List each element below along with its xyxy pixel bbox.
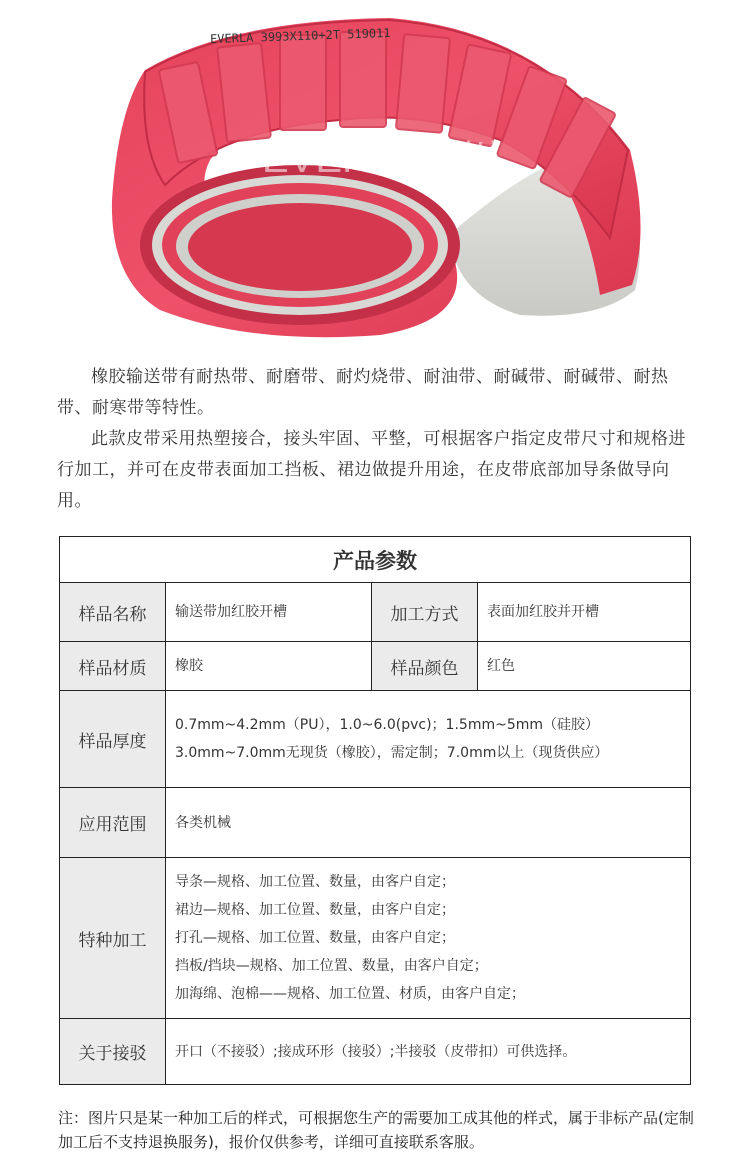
table-row [60, 858, 691, 1019]
scope-label: 应用范围 [60, 788, 166, 858]
method-value: 表面加红胶并开槽 [478, 583, 691, 642]
table-row [60, 788, 691, 858]
belt-roll-core [188, 203, 412, 291]
product-parameters-table [59, 536, 691, 1085]
special-line: 加海绵、泡棉——规格、加工位置、材质，由客户自定； [175, 986, 525, 1002]
material-label: 样品材质 [60, 642, 166, 691]
special-line: 导条—规格、加工位置、数量，由客户自定； [175, 874, 455, 890]
special-line: 裙边—规格、加工位置、数量，由客户自定； [175, 902, 455, 918]
intro-paragraph-1: 橡胶输送带有耐热带、耐磨带、耐灼烧带、耐油带、耐碱带、耐碱带、耐热带、耐寒带等特性。 [57, 367, 669, 418]
thickness-line: 0.7mm~4.2mm（PU），1.0~6.0(pvc)；1.5mm~5mm（硅胶） [175, 717, 600, 733]
special-line: 挡板/挡块—规格、加工位置、数量，由客户自定； [175, 958, 488, 974]
table-row [60, 691, 691, 788]
color-value: 红色 [478, 642, 691, 691]
watermark: EVERLA擎川 [262, 137, 500, 181]
name-label: 样品名称 [60, 583, 166, 642]
scope-value: 各类机械 [166, 788, 691, 858]
color-label: 样品颜色 [372, 642, 478, 691]
thickness-value [166, 691, 691, 788]
thickness-label: 样品厚度 [60, 691, 166, 788]
special-label: 特种加工 [60, 858, 166, 1019]
special-value [166, 858, 691, 1019]
disclaimer-note: 注：图片只是某一种加工后的样式，可根据您生产的需要加工成其他的样式，属于非标产品(定制加工后不支持退换服务)，报价仅供参考，详细可直接联系客服。 [58, 1109, 694, 1151]
table-row [60, 1019, 691, 1085]
intro-text [57, 362, 697, 517]
special-line: 打孔—规格、加工位置、数量，由客户自定； [175, 930, 455, 946]
joint-value: 开口（不接驳）;接成环形（接驳）;半接驳（皮带扣）可供选择。 [166, 1019, 691, 1085]
thickness-line: 3.0mm~7.0mm无现货（橡胶），需定制；7.0mm以上（现货供应） [175, 745, 609, 761]
table-row [60, 583, 691, 642]
belt-print: EVERLA 3993X110+2T 519011 [209, 25, 391, 47]
material-value: 橡胶 [166, 642, 372, 691]
intro-paragraph-2: 此款皮带采用热塑接合，接头牢固、平整，可根据客户指定皮带尺寸和规格进行加工，并可在皮带表面加工挡板、裙边做提升用途，在皮带底部加导条做导向用。 [57, 429, 686, 511]
product-image [0, 0, 750, 350]
name-value: 输送带加红胶开槽 [166, 583, 372, 642]
joint-label: 关于接驳 [60, 1019, 166, 1085]
table-title: 产品参数 [60, 537, 691, 583]
method-label: 加工方式 [372, 583, 478, 642]
table-row [60, 642, 691, 691]
